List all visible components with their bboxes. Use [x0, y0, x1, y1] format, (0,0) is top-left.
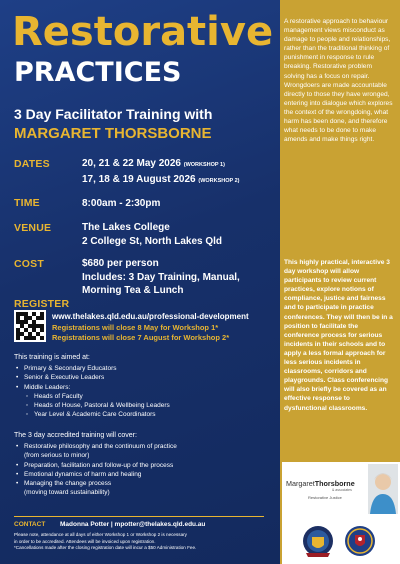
brand-box — [282, 462, 400, 517]
register-label: REGISTER — [14, 298, 70, 310]
brand-tag: Restorative Justice — [308, 495, 342, 500]
note-line-2: in order to be accredited. Attendees will be invoiced upon registration. — [14, 538, 156, 544]
cost-line-2: Includes: 3 Day Training, Manual, — [82, 271, 240, 283]
training-subtitle: 3 Day Facilitator Training with — [14, 106, 213, 122]
dates-value — [82, 157, 240, 188]
contact-value[interactable]: Madonna Potter | mpotter@thelakes.qld.edu.au — [60, 521, 206, 528]
workshop-paragraph: This highly practical, interactive 3 day workshop will allow participants to review current practices, explore notions of compliance, justice and fairness and to participate in practice conferences. They will then be in a position to facilitate the conference process for serious incidents in their schools and to apply a less formal approach for less serious incidents in classrooms, corridors and playgrounds. Class conferencing will also briefly be covered as an effective response to dysfunctional classrooms. — [284, 259, 393, 412]
cost-line-1: $680 per person — [82, 258, 159, 269]
contact-label: CONTACT — [14, 521, 46, 528]
list-sub-item: ◦ Heads of House, Pastoral & Wellbeing Leaders — [14, 401, 170, 410]
list-item: • Senior & Executive Leaders — [14, 373, 170, 382]
cost-value — [82, 257, 240, 298]
list-item: • Preparation, facilitation and follow-up of the process — [14, 461, 177, 470]
venue-value — [82, 221, 222, 248]
list-item: • Emotional dynamics of harm and healing — [14, 470, 177, 479]
dates-line-2: 17, 18 & 19 August 2026 — [82, 173, 196, 185]
brand-sub: & associates — [332, 488, 352, 492]
fine-print — [14, 532, 276, 552]
venue-line-2: 2 College St, North Lakes Qld — [82, 235, 223, 247]
list-item-continuation: (moving toward sustainability) — [24, 489, 110, 497]
venue-label: VENUE — [14, 222, 52, 234]
dates-label: DATES — [14, 158, 50, 170]
coverage-intro: The 3 day accredited training will cover: — [14, 432, 137, 439]
time-label: TIME — [14, 197, 40, 209]
college-crest-icon — [302, 523, 334, 559]
title-practices: PRACTICES — [14, 57, 182, 88]
registration-close-1: Registrations will close 8 May for Workshop 1* — [52, 323, 219, 332]
list-item-continuation: (from serious to minor) — [24, 452, 90, 460]
list-item: • Middle Leaders: — [14, 383, 170, 392]
workshop-2-tag: (WORKSHOP 2) — [198, 177, 240, 184]
coverage-list — [14, 442, 177, 498]
brand-last-name: Thorsborne — [314, 479, 355, 488]
note-line-1: Please note, attendance at all days of either Workshop 1 or Workshop 2 is necessary — [14, 532, 187, 537]
list-item: • Restorative philosophy and the continuum of practice — [14, 442, 177, 451]
dates-line-1: 20, 21 & 22 May 2026 — [82, 158, 181, 169]
brand-logo — [286, 479, 355, 488]
list-sub-item: ◦ Heads of Faculty — [14, 392, 170, 401]
logos-strip — [282, 517, 400, 564]
contact-divider — [14, 516, 264, 517]
audience-list — [14, 364, 170, 420]
brand-first-name: Margaret — [286, 479, 315, 488]
time-value: 8:00am - 2:30pm — [82, 198, 161, 209]
note-line-3: *Cancellations made after the closing registration date will incur a $50 Administration Fee. — [14, 545, 197, 551]
list-sub-item: ◦ Year Level & Academic Care Coordinators — [14, 410, 170, 419]
facilitator-name: MARGARET THORSBORNE — [14, 125, 212, 142]
cost-label: COST — [14, 258, 44, 270]
intro-paragraph: A restorative approach to behaviour management views misconduct as damage to people and relationships, rather than the traditional thinking of punishment in response to rule breaking. Restorative problem solving has a focus on repair. Wrongdoers are made accountable directly to those they have wronged, entering into dialogue which explores the context of the wrongdoing, what harm has been done, and therefore what needs to be done to make amends and make things right. — [284, 18, 393, 144]
title-restorative: Restorative — [12, 9, 274, 55]
partner-crest-icon — [344, 523, 376, 559]
list-item: • Primary & Secondary Educators — [14, 364, 170, 373]
portrait-photo — [368, 464, 398, 514]
registration-close-2: Registrations will close 7 August for Workshop 2* — [52, 333, 230, 342]
audience-intro: This training is aimed at: — [14, 354, 90, 361]
cost-line-3: Morning Tea & Lunch — [82, 285, 184, 296]
venue-line-1: The Lakes College — [82, 222, 170, 233]
list-item: • Managing the change process — [14, 479, 177, 488]
registration-link[interactable]: www.thelakes.qld.edu.au/professional-development — [52, 312, 249, 321]
qr-code-icon[interactable] — [14, 310, 46, 342]
workshop-1-tag: (WORKSHOP 1) — [183, 162, 225, 168]
